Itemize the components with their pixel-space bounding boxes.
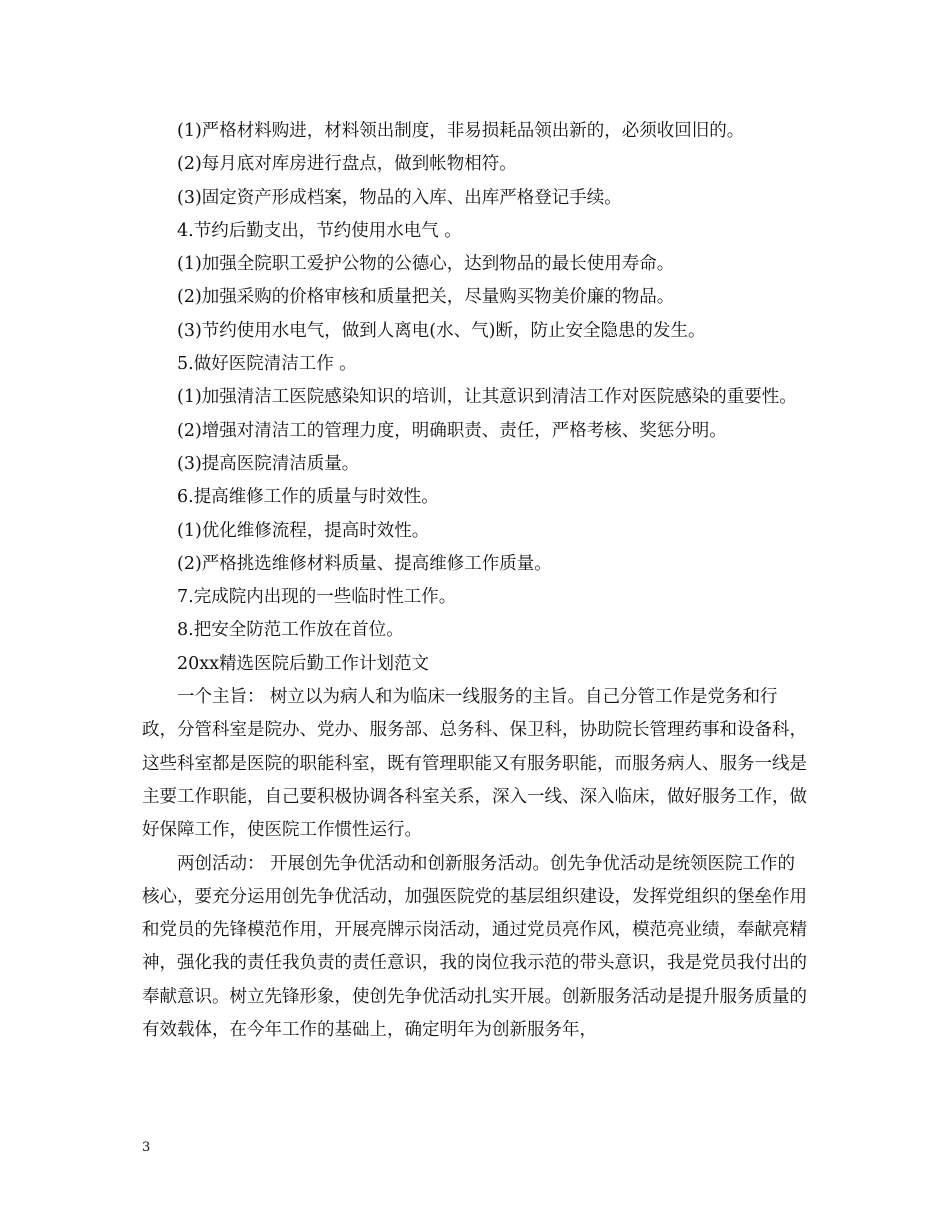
paragraph: 两创活动： 开展创先争优活动和创新服务活动。创先争优活动是统领医院工作的核心，要充分运用创先争优活动，加强医院党的基层组织建设，发挥党组织的堡垒作用和党员的先锋模范作用，开展亮牌示岗活动，通过党员亮作风，模范亮业绩，奉献亮精神，强化我的责任我负责的责任意识，我的岗位我示范的带头意识，我是党员我付出的奉献意识。树立先锋形象，使创先争优活动扎实开展。创新服务活动是提升服务质量的有效载体，在今年工作的基础上，确定明年为创新服务年， [142,853,807,1041]
paragraph: (2)严格挑选维修材料质量、提高维修工作质量。 [177,553,552,574]
section-heading: 7.完成院内出现的一些临时性工作。 [177,587,457,608]
paragraph: (2)每月底对库房进行盘点，做到帐物相符。 [177,154,517,175]
paragraph: (2)加强采购的价格审核和质量把关，尽量购买物美价廉的物品。 [177,287,675,308]
paragraph: (1)加强清洁工医院感染知识的培训，让其意识到清洁工作对医院感染的重要性。 [177,387,797,408]
paragraph: (1)加强全院职工爱护公物的公德心，达到物品的最长使用寿命。 [177,254,675,275]
paragraph: (3)提高医院清洁质量。 [177,453,360,474]
paragraph: (1)优化维修流程，提高时效性。 [177,520,430,541]
document-body [142,115,812,1047]
section-heading: 5.做好医院清洁工作 。 [177,354,357,375]
section-heading: 8.把安全防范工作放在首位。 [177,620,404,641]
paragraph: (1)严格材料购进，材料领出制度，非易损耗品领出新的，必须收回旧的。 [177,121,745,141]
paragraph: (2)增强对清洁工的管理力度，明确职责、责任，严格考核、奖惩分明。 [177,420,727,441]
section-heading: 6.提高维修工作的质量与时效性。 [177,487,439,508]
section-heading: 4.节约后勤支出，节约使用水电气 。 [177,220,462,241]
page-number: 3 [142,1140,151,1155]
paragraph: 一个主旨： 树立以为病人和为临床一线服务的主旨。自己分管工作是党务和行政，分管科室是院办、党办、服务部、总务科、保卫科，协助院长管理药事和设备科，这些科室都是医院的职能科室，既有管理职能又有服务职能，而服务病人、服务一线是主要工作职能，自己要积极协调各科室关系，深入一线、深入临床，做好服务工作，做好保障工作，使医院工作惯性运行。 [142,687,807,841]
document-title: 20xx精选医院后勤工作计划范文 [177,653,430,674]
paragraph: (3)节约使用水电气，做到人离电(水、气)断，防止安全隐患的发生。 [177,320,706,341]
paragraph: (3)固定资产形成档案，物品的入库、出库严格登记手续。 [177,187,622,208]
